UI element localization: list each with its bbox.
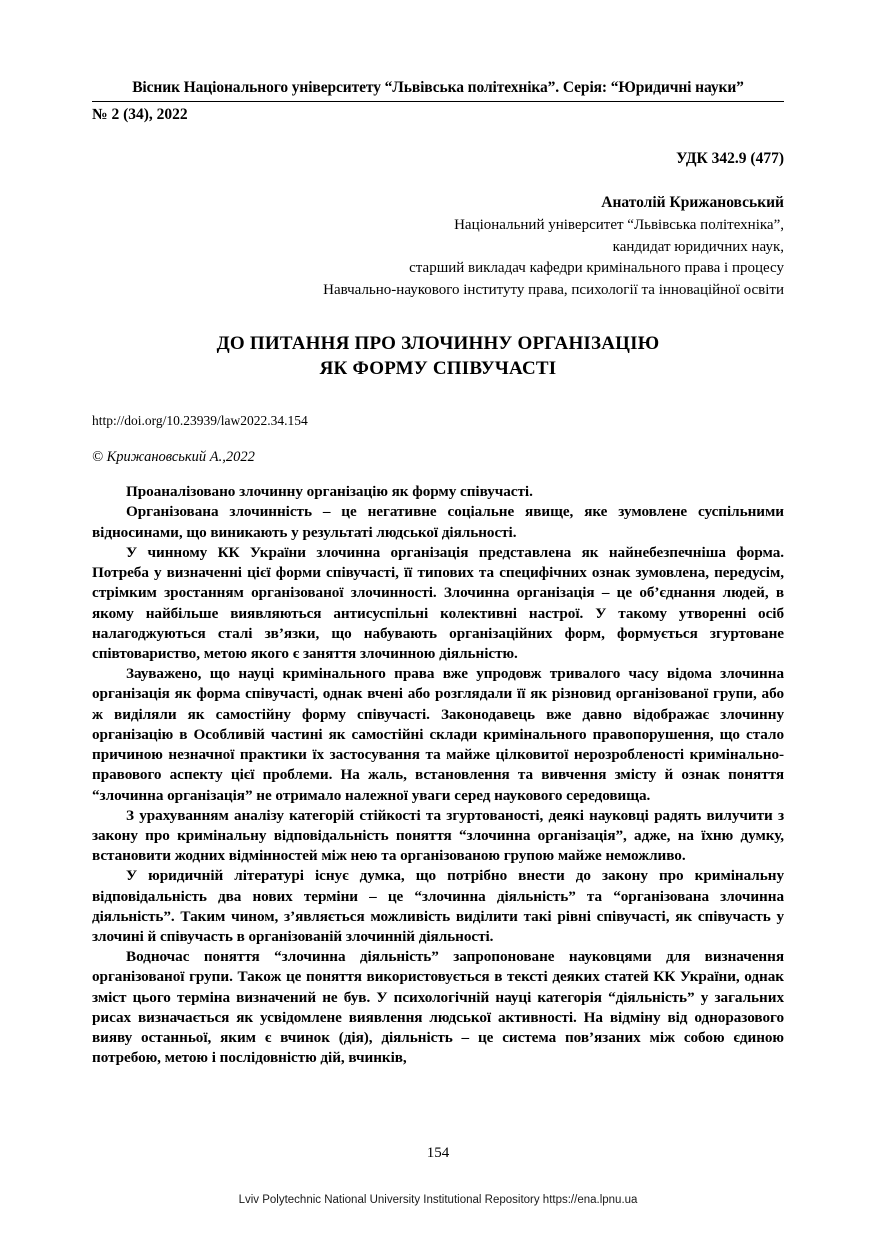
paragraph: У юридичній літературі існує думка, що потрібно внести до закону про кримінальну відповідальність два нових терміни – це “злочинна діяльність” та “організована злочинна діяльність”. Таким чином, з’являється можливість виділити такі рівні співучасті, як співучасть у злочині й співучасть в організованій злочинній діяльності. <box>92 867 784 946</box>
paragraph: У чинному КК України злочинна організація представлена як найнебезпечніша форма. Потреба у визначенні цієї форми співучасті, її типових та специфічних ознак зумовлена, передусім, стрімким зростанням організованої злочинності. Злочинна організація – це об’єднання людей, в якому найбільше виявляються антисуспільні колективні настрої. У такому утворенні осіб налагоджуються сталі зв’язки, що набувають організаційних форм, формується згуртоване співтовариство, метою якого є заняття злочинною діяльністю. <box>92 543 784 662</box>
page-title <box>92 332 784 381</box>
issue-line: № 2 (34), 2022 <box>92 106 188 124</box>
paragraph: Проаналізовано злочинну організацію як форму співучасті. <box>126 483 533 501</box>
affiliation-line-4: Навчально-наукового інституту права, психології та інноваційної освіти <box>323 282 784 299</box>
affiliation-line-1: Національний університет “Львівська політехніка”, <box>454 216 784 233</box>
running-head: Вісник Національного університету “Львівська політехніка”. Серія: “Юридичні науки” <box>132 79 744 96</box>
article-body <box>92 482 784 1068</box>
paragraph: Організована злочинність – це негативне соціальне явище, яке зумовлене суспільними відносинами, що виникають у результаті людської діяльності. <box>92 503 784 541</box>
affiliation-line-3: старший викладач кафедри кримінального права і процесу <box>409 260 784 277</box>
paragraph: Водночас поняття “злочинна діяльність” запропоноване науковцями для визначення організованої групи. Також це поняття використовується в тексті деяких статей КК України, однак зміст цього терміна визначений не був. У психологічній науці категорія “діяльність” у загальних рисах визначається як усвідомлене виявлення людської активності. На відміну від одноразового вияву останньої, яким є вчинок (дія), діяльність – це система пов’язаних між собою єдиною потребою, метою і послідовністю дій, вчинків, <box>92 948 784 1067</box>
title-line-1: ДО ПИТАННЯ ПРО ЗЛОЧИННУ ОРГАНІЗАЦІЮ <box>216 332 660 354</box>
copyright-line: © Крижановський А.,2022 <box>92 449 255 466</box>
doi-link[interactable]: http://doi.org/10.23939/law2022.34.154 <box>92 413 308 429</box>
page-number: 154 <box>426 1145 450 1161</box>
author-name: Анатолій Крижановський <box>601 194 784 212</box>
udc-code: УДК 342.9 (477) <box>676 150 784 168</box>
paragraph: Зауважено, що науці кримінального права вже упродовж тривалого часу відома злочинна організація як форма співучасті, однак вчені або розглядали її як різновид організованої групи, або ж виділяли як самостійну форму співучасті. Законодавець вже давно відображає злочинну організацію в Особливій частині як самостійні склади кримінального правопорушення, що стало причиною незначної практики їх застосування та майже цілковитої нерозробленості кримінально-правового аспекту цієї проблеми. На жаль, встановлення та вивчення змісту й ознак поняття “злочинна організація” не отримало належної уваги серед наукового середовища. <box>92 665 784 804</box>
title-line-2: ЯК ФОРМУ СПІВУЧАСТІ <box>319 357 557 379</box>
header-divider <box>92 101 784 102</box>
paragraph: З урахуванням аналізу категорій стійкості та згуртованості, деякі науковці радять вилучити з закону про кримінальну відповідальність поняття “злочинна організація”, адже, на їхню думку, встановити жодних відмінностей між нею та організованою групою майже неможливо. <box>92 806 784 865</box>
affiliation-line-2: кандидат юридичних наук, <box>612 238 784 255</box>
author-block <box>92 192 784 301</box>
repository-note: Lviv Polytechnic National University Institutional Repository https://ena.lpnu.ua <box>238 1194 638 1206</box>
